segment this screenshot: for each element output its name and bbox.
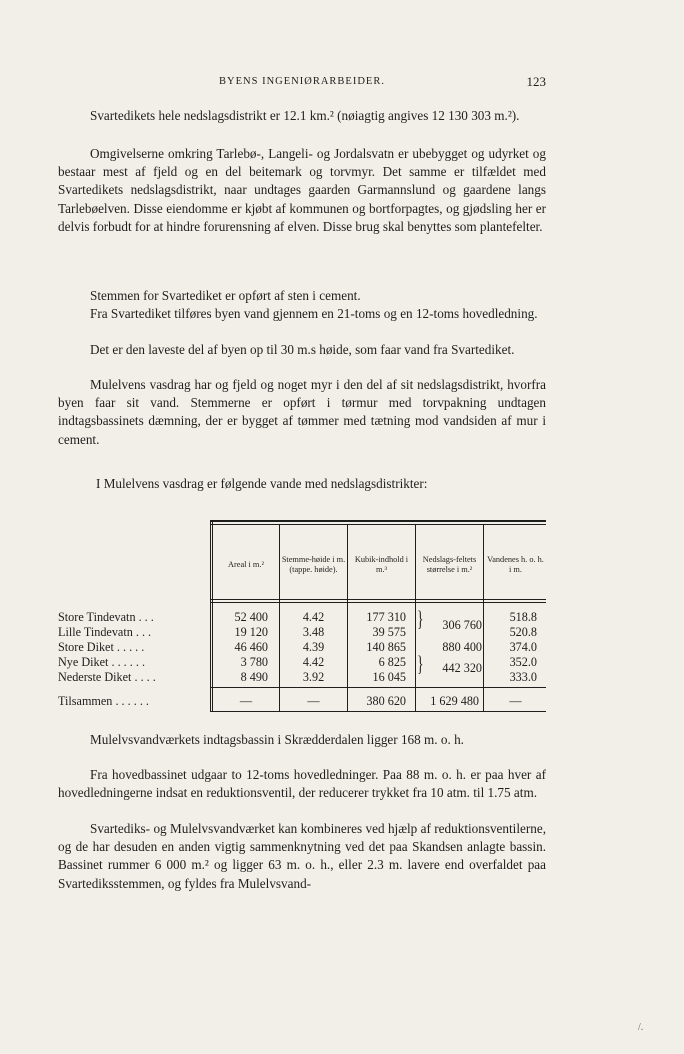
lakes-table [58, 520, 546, 712]
paragraph-10: Svartediks- og Mulelvsvandværket kan kombineres ved hjælp af reduktionsventilerne, og de har desuden en anden vigtig sammenknytning ved det paa Skandsen anlagte bassin. Bassinet rummer 6 000 m.² og ligger 63 m. o. h., eller 2.3 m. lavere end overfaldet paa Svartediksstemmen, og fyldes fra Mulelvsvand- [58, 821, 546, 891]
cell-kubik: 6 825 [378, 655, 406, 669]
cell-nedslag-group: 442 320 [442, 661, 482, 675]
cell-areal: 19 120 [234, 625, 268, 639]
running-header [58, 76, 546, 94]
total-areal: — [239, 694, 253, 708]
table-top-rule-2 [210, 524, 546, 525]
total-stemme: — [307, 694, 320, 708]
table-row-name: Nye Diket . . . . . . [58, 655, 145, 669]
table-header-rule [210, 599, 546, 600]
cell-stemme: 3.48 [302, 625, 325, 639]
cell-kubik: 177 310 [366, 610, 406, 624]
cell-nedslag-group: 880 400 [442, 640, 482, 654]
cell-areal: 46 460 [234, 640, 268, 654]
page-mark: /. [638, 1022, 644, 1033]
brace-icon: } [417, 651, 424, 676]
cell-kubik: 16 045 [372, 670, 406, 684]
cell-areal: 3 780 [240, 655, 268, 669]
paragraph-3: Stemmen for Svartediket er opført af sten i cement. [90, 288, 361, 303]
cell-stemme: 4.42 [302, 610, 325, 624]
cell-stemme: 4.39 [302, 640, 325, 654]
col-divider [347, 525, 348, 712]
header-title: BYENS INGENIØRARBEIDER. [219, 76, 385, 87]
header-kubik: Kubik-indhold i m.³ [354, 554, 409, 574]
header-vandenes: Vandenes h. o. h. i m. [487, 554, 544, 574]
cell-stemme: 3.92 [302, 670, 325, 684]
table-row-name: Store Diket . . . . . [58, 640, 145, 654]
brace-icon: } [417, 606, 424, 631]
header-nedslag: Nedslags-feltets størrelse i m.² [422, 554, 477, 574]
table-header-rule-2 [210, 602, 546, 603]
table-top-rule [210, 520, 546, 522]
total-kubik: 380 620 [366, 694, 406, 708]
cell-vandenes: 352.0 [509, 655, 537, 669]
col-divider [279, 525, 280, 712]
cell-vandenes: 374.0 [509, 640, 537, 654]
cell-vandenes: 520.8 [509, 625, 537, 639]
cell-stemme: 4.42 [302, 655, 325, 669]
total-vandenes: — [509, 694, 522, 708]
col-divider [483, 525, 484, 712]
paragraph-9: Fra hovedbassinet udgaar to 12-toms hovedledninger. Paa 88 m. o. h. er paa hver af hovedledningerne indsat en reduktionsventil, der reducerer trykket fra 10 atm. til 1.75 atm. [58, 767, 546, 801]
total-nedslag: 1 629 480 [430, 694, 479, 708]
cell-kubik: 39 575 [372, 625, 406, 639]
cell-nedslag-group: 306 760 [442, 618, 482, 632]
paragraph-5: Det er den laveste del af byen op til 30 m.s høide, som faar vand fra Svartediket. [90, 342, 515, 357]
page-number: 123 [526, 74, 546, 89]
header-areal: Areal i m.² [228, 559, 264, 569]
col-divider [210, 520, 211, 712]
paragraph-4: Fra Svartediket tilføres byen vand gjennem en 21-toms og en 12-toms hovedledning. [90, 306, 538, 321]
col-divider [415, 525, 416, 712]
cell-vandenes: 518.8 [509, 610, 537, 624]
table-row-name: Nederste Diket . . . . [58, 670, 156, 684]
header-stemme: Stemme-høide i m. (tappe. høide). [281, 554, 346, 574]
cell-areal: 52 400 [234, 610, 268, 624]
paragraph-7: I Mulelvens vasdrag er følgende vande med nedslagsdistrikter: [96, 476, 428, 491]
total-label: Tilsammen . . . . . . [58, 694, 149, 708]
table-bottom-rule [210, 711, 546, 712]
cell-vandenes: 333.0 [509, 670, 537, 684]
paragraph-2: Omgivelserne omkring Tarlebø-, Langeli- og Jordalsvatn er ubebygget og udyrket og bestaar mest af fjeld og en del beitemark og torvmyr. Det samme er tilfældet med Svartedikets nedslagsdistrikt, naar undtages gaarden Garmannslund og gaardene langs Tarlebøelven. Disse eiendomme er kjøbt af kommunen og bortforpagtes, og gjødsling her er delvis forbudt for at hindre forurensning af elven. Disse brug skal benyttes som plantefelter. [58, 146, 546, 234]
table-body-rule [210, 687, 546, 688]
table-row-name: Store Tindevatn . . . [58, 610, 154, 624]
table-row-name: Lille Tindevatn . . . [58, 625, 152, 639]
paragraph-6: Mulelvens vasdrag har og fjeld og noget myr i den del af sit nedslagsdistrikt, hvorfra byen faar sit vand. Stemmerne er opført i tørmur med torvpakning undtagen indtagsbassinets dæmning, der er bygget af tømmer med tætning mod vandsiden af mur i cement. [58, 377, 546, 447]
col-divider [212, 520, 213, 712]
paragraph-1: Svartedikets hele nedslagsdistrikt er 12.1 km.² (nøiagtig angives 12 130 303 m.²). [90, 108, 520, 123]
cell-areal: 8 490 [240, 670, 268, 684]
paragraph-8: Mulelvsvandværkets indtagsbassin i Skrædderdalen ligger 168 m. o. h. [90, 732, 464, 747]
cell-kubik: 140 865 [366, 640, 406, 654]
